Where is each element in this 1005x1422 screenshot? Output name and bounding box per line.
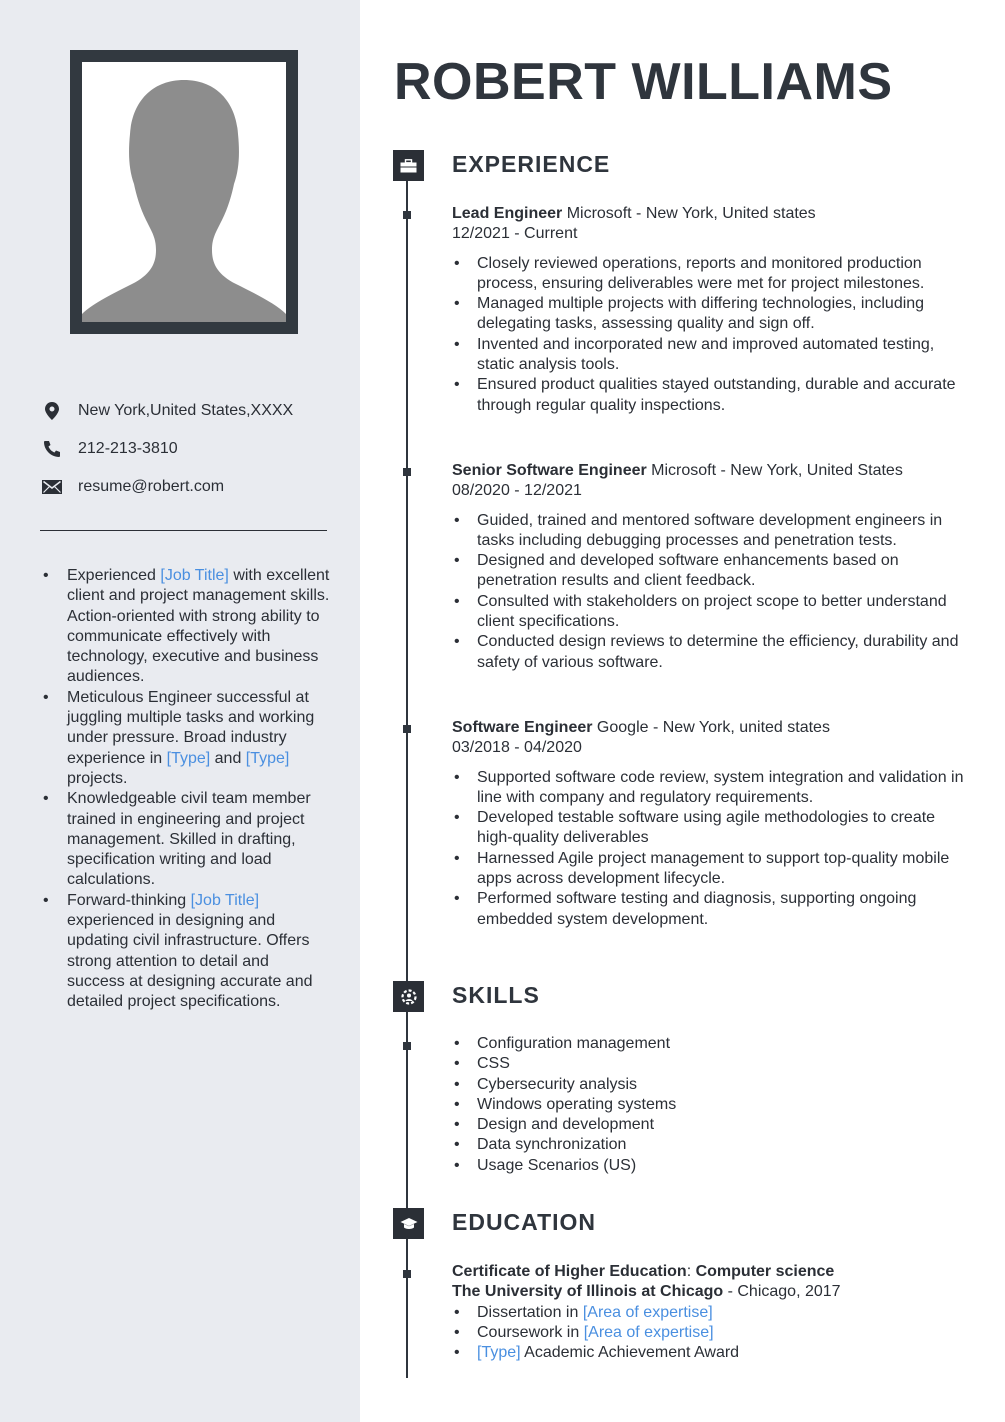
job-bullet: • Developed testable software using agile methodologies to create high-quality deliverables (452, 808, 972, 849)
job-dates: 12/2021 - Current (452, 225, 578, 243)
education-item: • [Type] Academic Achievement Award (452, 1343, 972, 1363)
timeline-tick (403, 211, 411, 219)
job-entry (452, 718, 972, 930)
job-company: Microsoft - New York, United States (646, 462, 903, 479)
skill-item: • Configuration management (452, 1034, 972, 1054)
contact-location (40, 400, 330, 422)
placeholder-text: [Area of expertise] (582, 1303, 713, 1321)
briefcase-icon (393, 150, 424, 181)
job-title: Lead Engineer (452, 205, 563, 222)
job-bullet: • Supported software code review, system integration and validation in line with company and regulatory requirements. (452, 768, 972, 809)
summary-item: • Meticulous Engineer successful at juggling multiple tasks and working under pressure. Broad industry experience in [Type] and [Type] projects. (40, 688, 330, 789)
job-bullet: • Ensured product qualities stayed outstanding, durable and accurate through regular quality inspections. (452, 375, 972, 416)
contact-info (40, 400, 330, 514)
summary-item: • Forward-thinking [Job Title] experienced in designing and updating civil infrastructure. Offers strong attention to detail and success at designing accurate and detailed project specifications. (40, 891, 330, 1013)
sidebar (0, 0, 360, 1422)
job-bullets (452, 254, 972, 416)
job-bullet: • Harnessed Agile project management to support top-quality mobile apps across development lifecycle. (452, 849, 972, 890)
job-title-line (452, 718, 972, 738)
job-title: Senior Software Engineer (452, 462, 647, 479)
job-bullet: • Performed software testing and diagnosis, supporting ongoing embedded system development. (452, 889, 972, 930)
job-bullet: • Closely reviewed operations, reports and monitored production process, ensuring deliverables were met for project milestones. (452, 254, 972, 295)
placeholder-text: [Type] (245, 749, 290, 767)
placeholder-text: [Job Title] (160, 567, 229, 584)
phone-icon (40, 438, 64, 460)
timeline-tick (403, 468, 411, 476)
timeline-tick (403, 1042, 411, 1050)
education-item: • Coursework in [Area of expertise] (452, 1323, 972, 1343)
contact-email (40, 476, 330, 498)
skills-list (452, 1034, 972, 1176)
profile-photo-frame (70, 50, 298, 334)
phone-text: 212-213-3810 (78, 440, 178, 457)
job-bullet: • Consulted with stakeholders on project scope to better understand client specifications. (452, 592, 972, 633)
job-title-line (452, 461, 972, 481)
job-bullet: • Guided, trained and mentored software development engineers in tasks including debugging processes and penetration tests. (452, 511, 972, 552)
job-dates: 03/2018 - 04/2020 (452, 739, 582, 757)
timeline-tick (403, 1270, 411, 1278)
summary-list (40, 566, 330, 1013)
job-company: Google - New York, united states (592, 719, 830, 736)
job-bullet: • Conducted design reviews to determine the efficiency, durability and safety of various software. (452, 632, 972, 673)
section-title-education: EDUCATION (452, 1209, 597, 1235)
skill-item: • Windows operating systems (452, 1095, 972, 1115)
job-company: Microsoft - New York, United states (562, 205, 816, 222)
avatar-silhouette-icon (82, 62, 286, 322)
envelope-icon (40, 476, 64, 498)
email-text: resume@robert.com (78, 478, 225, 495)
timeline-tick (403, 725, 411, 733)
summary-item: • Experienced [Job Title] with excellent client and project management skills. Action-oriented with strong ability to communicate effectively with technology, executive and business audiences. (40, 566, 330, 688)
job-entry (452, 204, 972, 416)
sidebar-divider (40, 530, 327, 531)
contact-phone (40, 438, 330, 460)
gear-person-icon (393, 981, 424, 1012)
job-bullet: • Invented and incorporated new and improved automated testing, static analysis tools. (452, 335, 972, 376)
education-item: • Dissertation in [Area of expertise] (452, 1303, 972, 1323)
job-title-line (452, 204, 972, 224)
job-bullet: • Designed and developed software enhancements based on penetration results and client feedback. (452, 551, 972, 592)
education-entry (452, 1262, 972, 1363)
job-entry (452, 461, 972, 673)
education-location: - Chicago, 2017 (723, 1283, 841, 1301)
candidate-name: ROBERT WILLIAMS (394, 53, 893, 111)
job-bullets (452, 768, 972, 930)
section-title-skills: SKILLS (452, 982, 540, 1008)
education-items (452, 1303, 972, 1364)
graduation-cap-icon (393, 1208, 424, 1239)
placeholder-text: [Type] (166, 749, 211, 767)
job-dates: 08/2020 - 12/2021 (452, 482, 582, 500)
placeholder-text: [Type] (477, 1344, 521, 1362)
placeholder-text: [Area of expertise] (583, 1323, 714, 1341)
location-text: New York,United States,XXXX (78, 402, 294, 419)
timeline-line (406, 180, 408, 1378)
skill-item: • Design and development (452, 1115, 972, 1135)
education-field: Computer science (695, 1263, 835, 1280)
job-bullet: • Managed multiple projects with differing technologies, including delegating tasks, assessing quality and sign off. (452, 294, 972, 335)
job-bullets (452, 511, 972, 673)
education-degree-line: Certificate of Higher Education: Computer science (452, 1263, 835, 1280)
summary-item: • Knowledgeable civil team member trained in engineering and project management. Skilled in drafting, specification writing and load calculations. (40, 789, 330, 890)
job-title: Software Engineer (452, 719, 593, 736)
profile-photo (82, 62, 286, 322)
placeholder-text: [Job Title] (190, 891, 260, 909)
education-degree: Certificate of Higher Education (452, 1263, 687, 1280)
section-title-experience: EXPERIENCE (452, 151, 611, 177)
education-school: The University of Illinois at Chicago (452, 1283, 724, 1301)
skill-item: • Data synchronization (452, 1135, 972, 1155)
skill-item: • CSS (452, 1054, 972, 1074)
location-pin-icon (40, 400, 64, 422)
education-school-line (452, 1282, 972, 1302)
skill-item: • Cybersecurity analysis (452, 1075, 972, 1095)
skill-item: • Usage Scenarios (US) (452, 1156, 972, 1176)
